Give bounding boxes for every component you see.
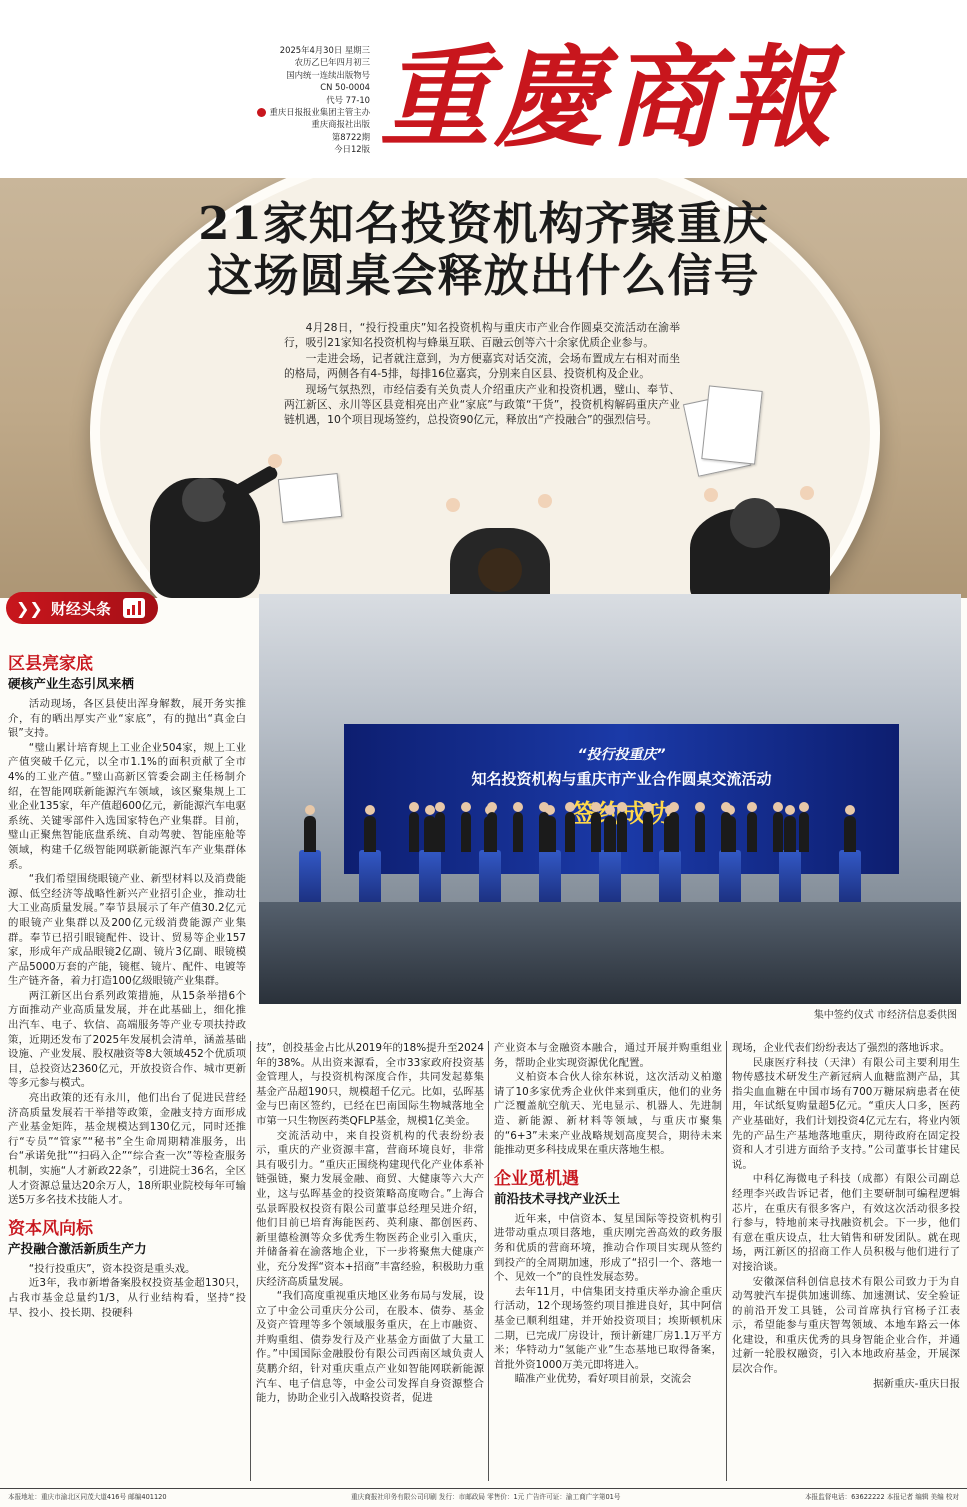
bar-chart-icon	[123, 598, 145, 618]
paragraph: 产业资本与金融资本融合，通过开展并购重组业务，帮助企业实现资源优化配置。	[494, 1042, 722, 1069]
signing-podium	[419, 850, 441, 902]
column-divider	[250, 1041, 251, 1481]
guest-figure	[513, 812, 523, 852]
paragraph: “我们高度重视重庆地区业务布局与发展，设立了中金公司重庆分公司，在股本、债券、基金及资产管理等多个领域服务重庆，在上市融资、并购重组、债券发行及产业基金方面做了大量工作。”中国国际金融股份有限公司西南区域负责人莫鹏介绍，针对重庆重点产业如智能网联新能源汽车、电子信息等，中金公司发挥自身资源整合能力，协助企业引入战略投资者，促进	[256, 1290, 484, 1405]
signing-podium	[659, 850, 681, 902]
paragraph: 近3年，我市新增备案股权投资基金超130只，占我市基金总量约1/3，从行业结构看，坚持“投早、投小、投长期、投硬科	[8, 1277, 246, 1319]
guest-figure	[591, 812, 601, 852]
guest-figure	[487, 812, 497, 852]
guest-head	[565, 802, 575, 812]
article-column-2	[256, 1041, 484, 1406]
signer-head	[425, 805, 435, 815]
section-title: 资本风向标	[8, 1218, 93, 1239]
signer-figure	[304, 816, 316, 852]
signing-podium	[299, 850, 321, 902]
person-right-figure	[670, 478, 840, 598]
guest-head	[539, 802, 549, 812]
signer-figure	[604, 816, 616, 852]
guest-figure	[565, 812, 575, 852]
section-subtitle: 前沿技术寻找产业沃土	[494, 1190, 620, 1206]
section-tag-label: 财经头条	[50, 599, 111, 618]
guest-head	[669, 802, 679, 812]
edition-line: 重庆日报报业集团主管主办	[269, 107, 370, 118]
article-column-4	[732, 1041, 960, 1391]
signing-podium	[719, 850, 741, 902]
signing-podium	[479, 850, 501, 902]
paragraph: “璧山累计培育规上工业企业504家，规上工业产值突破千亿元，以全市1.1%的面积贡献了全市4%的工业产值。”璧山高新区管委会副主任杨制介绍，在智能网联新能源汽车领域，该区聚集规上工业企业135家，年产值超600亿元，新能源汽车电驱系统、关键零部件入选国家特色产业集群。目前，璧山正聚焦智能底盘系统、自动驾驶、智能座舱等领域，构建千亿级智能网联新能源汽车产业集群体系。	[8, 741, 246, 871]
signing-podium	[359, 850, 381, 902]
signer-figure	[784, 816, 796, 852]
masthead	[0, 0, 967, 178]
paper-logo: 重慶商報	[380, 33, 836, 162]
guest-head	[409, 802, 419, 812]
lead-paragraph: 4月28日，“投行投重庆”知名投资机构与重庆市产业合作圆桌交流活动在渝举行，吸引21家知名投资机构与蜂巢互联、百融云创等六十余家优质企业参与。	[284, 321, 680, 350]
guest-head	[773, 802, 783, 812]
guest-head	[695, 802, 705, 812]
footer-address: 本报地址：重庆市渝北区同茂大道416号 邮编401120	[8, 1493, 167, 1501]
publisher-logo-icon	[257, 108, 266, 117]
guest-head	[487, 802, 497, 812]
article-column-1	[8, 653, 246, 1320]
paragraph: 亮出政策的还有永川，他们出台了促进民营经济高质量发展若干举措等政策，金融支持方面形成产业基金矩阵，基金规模达到130亿元，同时还推行“专员”“管家”“秘书”全生命周期精准服务，出台“承诺免批”“扫码入企”“综合查一次”等检查服务机制，实施“人才新政22条”，引进院士36名，全区人才资源总量达20余万人，18所职业院校每年可输送5万多名技术技能人才。	[8, 1092, 246, 1207]
guest-head	[461, 802, 471, 812]
paragraph: 现场，企业代表们纷纷表达了强烈的落地诉求。	[732, 1042, 951, 1054]
guest-head	[435, 802, 445, 812]
edition-line: 代号 77-10	[326, 94, 370, 105]
screen-event-title: 知名投资机构与重庆市产业合作圆桌交流活动	[471, 770, 772, 788]
signer-figure	[364, 816, 376, 852]
edition-line: 今日12版	[334, 144, 370, 155]
section-title: 区县亮家底	[8, 654, 93, 674]
edition-info	[200, 44, 370, 156]
paragraph: 民康医疗科技（天津）有限公司主要利用生物传感技术研发生产新冠病人血糖监测产品，其指尖血血糖在中国市场有700万糖尿病患者在使用，年试纸复购量超5亿元。“重庆人口多，医药产业基础好，我们计划投资4亿元左右，将业内领先的产品生产基地落地重庆，期待政府在固定投资和人才引进方面给予支持。”公司董事长甘建民说。	[732, 1056, 960, 1171]
paragraph: 交流活动中，来自投资机构的代表纷纷表示，重庆的产业资源丰富，营商环境良好，非常具有吸引力。“重庆正围绕构建现代化产业体系补链强链，聚力发展金融、商贸、大健康等六大产业，这与弘晖基金的投资策略高度吻合。”上海合弘景晖股权投资有限公司董事总经理吴进介绍，他们目前已培育海能医药、英利康、都创医药、新里德检测等众多优秀生物医药企业引入重庆，并储备着在渝落地企业，下一步将聚焦大健康产业，充分发挥“资本+招商”丰富经验，积极助力重庆经济高质量发展。	[256, 1129, 484, 1288]
guest-figure	[539, 812, 549, 852]
guest-figure	[669, 812, 679, 852]
section-subtitle: 产投融合激活新质生产力	[8, 1240, 147, 1256]
signing-podium	[539, 850, 561, 902]
document-sheet-icon	[278, 473, 342, 523]
article-column-3	[494, 1041, 722, 1387]
signer-head	[365, 805, 375, 815]
paragraph: 安徽深信科创信息技术有限公司致力于为自动驾驶汽车提供加速训练、加速测试、安全验证的前沿开发工具链，公司首席执行官杨子江表示，希望能参与重庆智驾领域、本地车路云一体化建设，和重庆优秀的具身智能企业合作，并通过新一轮股权融资，引入本地政府基金，开展深层次合作。	[732, 1275, 960, 1376]
column-divider	[726, 1041, 727, 1481]
paragraph: 去年11月，中信集团支持重庆举办渝企重庆行活动，12个现场签约项目推进良好，其中阿信基金已顺利组建，并开始投资项目；埃斯顿机床二期，已完成厂房设计，预计新建厂房1.1万平方米；华特动力“氢能产业”生态基地已取得备案，首批外资1000万美元即将进入。	[494, 1285, 722, 1371]
guest-head	[591, 802, 601, 812]
person-center-figure	[440, 488, 560, 598]
paragraph: 活动现场，各区县使出浑身解数，展开务实推介，有的晒出厚实产业“家底”，有的抛出“真金白银”支持。	[8, 698, 246, 740]
section-tag	[6, 592, 158, 624]
signer-head	[785, 805, 795, 815]
headline-line-2: 这场圆桌会释放出什么信号	[207, 249, 760, 302]
photo-caption: 集中签约仪式 市经济信息委供图	[813, 1010, 957, 1021]
edition-line: 2025年4月30日 星期三	[279, 45, 370, 55]
paragraph: 瞄准产业优势，看好项目前景，交流会	[514, 1373, 692, 1386]
lead-paragraph: 现场气氛热烈，市经信委有关负责人介绍重庆产业和投资机遇，璧山、奉节、两江新区、永川等区县竞相亮出产业“家底”与政策“干货”，投资机构解码重庆产业链机遇，10个项目现场签约，总投资90亿元，释放出“产投融合”的强烈信号。	[284, 382, 680, 427]
guest-figure	[409, 812, 419, 852]
edition-line-publisher	[200, 106, 370, 118]
chevron-right-icon: ❯❯	[16, 598, 43, 618]
paragraph: 近年来，中信资本、复星国际等投资机构引进带动重点项目落地，重庆刚完善高效的政务服务和优质的营商环境，推动合作项目实现从签约到投产的全周期加速，形成了“招引一个、落地一个、见效一个”的良性发展态势。	[494, 1212, 722, 1284]
guest-head	[513, 802, 523, 812]
signer-figure	[844, 816, 856, 852]
guest-figure	[695, 812, 705, 852]
paragraph: 两江新区出台系列政策措施，从15条举措6个方面推动产业高质量发展，并在此基础上，细化推出汽车、电子、软信、高端服务等产业专项扶持政策，近期还发布了2025年发展机会清单，涵盖基础设施、产业发展、股权融资等8大领域452个优质项目，总投资达2360亿元，开放投资合作、城市更新等多元参与模式。	[8, 989, 246, 1090]
lead-paragraph: 一走进会场，记者就注意到，为方便嘉宾对话交流，会场布置成左右相对而坐的格局，两侧各有4-5排，每排16位嘉宾，分别来自区县、投资机构及企业。	[284, 351, 680, 381]
guest-figure	[721, 812, 731, 852]
paragraph: “我们希望围绕眼镜产业、新型材料以及消费能源、低空经济等战略性新兴产业招引企业，推动壮大工业高质量发展。”奉节县展示了年产值30.2亿元的眼镜产业集群以及200亿元级消费能源产业集群。奉节已招引眼镜配件、设计、贸易等企业157家，形成年产成品眼镜2亿副、镜片3亿副、眼镜模产品5000万套的产能，镜框、镜片、配件、电镀等生产链齐备，着力打造100亿级眼镜产业集群。	[8, 873, 246, 988]
edition-line: 农历乙巳年四月初三	[294, 57, 370, 68]
signing-podium	[839, 850, 861, 902]
guest-head	[799, 802, 809, 812]
edition-line: CN 50-0004	[320, 82, 370, 93]
guest-figure	[643, 812, 653, 852]
guest-figure	[461, 812, 471, 852]
screen-slogan: “投行投重庆”	[577, 747, 666, 763]
guest-figure	[435, 812, 445, 852]
guest-head	[747, 802, 757, 812]
paragraph: 中科亿海微电子科技（成都）有限公司副总经理李兴政告诉记者，他们主要研制可编程逻辑芯片，在重庆有很多客户，有效这次活动很多投行参与，特地前来寻找融资机会。下一步，他们有意在重庆设点，壮大销售和研发团队。就在现场，两江新区的招商工作人员积极与他们进行了对接洽谈。	[732, 1173, 960, 1273]
section-subtitle: 硬核产业生态引凤来栖	[8, 676, 134, 691]
paragraph: “投行投重庆”，资本投资是重头戏。	[28, 1262, 196, 1275]
headline-line-1: 21家知名投资机构齐聚重庆	[198, 197, 769, 250]
section-title: 企业觅机遇	[494, 1168, 579, 1189]
person-left-figure	[140, 438, 270, 588]
headline	[0, 198, 967, 302]
column-divider	[488, 1041, 489, 1481]
edition-line: 重庆商报社出版	[311, 119, 370, 130]
signer-head	[605, 805, 615, 815]
signing-podium	[599, 850, 621, 902]
guest-head	[721, 802, 731, 812]
stage-floor	[259, 902, 961, 1004]
signing-ceremony-photo	[259, 594, 961, 1004]
source-credit: 据新重庆-重庆日报	[873, 1377, 960, 1390]
edition-line: 国内统一连续出版物号	[286, 69, 370, 80]
guest-figure	[773, 812, 783, 852]
guest-figure	[747, 812, 757, 852]
guest-figure	[799, 812, 809, 852]
paragraph: 技”，创投基金占比从2019年的18%提升至2024年的38%。从出资来源看，全市33家政府投资基金管理人，与投资机构深度合作，共同发起募集基金产品超190只，规模超千亿元。比如，弘晖基金与巴南区签约，已经在巴南国际生物城落地全市第一只生物医药类QFLP基金，规模1亿美金。	[256, 1042, 484, 1127]
paragraph: 义柏资本合伙人徐东林说，这次活动义柏邀请了10多家优秀企业伙伴来到重庆，他们的业务广泛覆盖航空航天、光电显示、机器人、先进制造、新能源、新材料等领域，与重庆市聚集的“6+3”未来产业战略规划高度契合，期待未来能推动更多科技成果在重庆落地生根。	[494, 1071, 722, 1157]
guest-figure	[617, 812, 627, 852]
lead-paragraphs	[284, 320, 680, 428]
edition-line: 第8722期	[331, 131, 370, 142]
guest-head	[617, 802, 627, 812]
footer-printing: 重庆商报社印务有限公司印刷 发行：市邮政局 零售价：1元 广告许可证：渝工商广字第01号	[351, 1493, 621, 1501]
signer-head	[305, 805, 315, 815]
document-sheet-icon	[701, 385, 762, 464]
footer-staff: 本报监督电话：63622222 本报记者 编辑 美编 校对	[804, 1493, 959, 1501]
page-footer	[0, 1488, 967, 1507]
signing-podium	[779, 850, 801, 902]
signer-head	[845, 805, 855, 815]
guest-head	[643, 802, 653, 812]
